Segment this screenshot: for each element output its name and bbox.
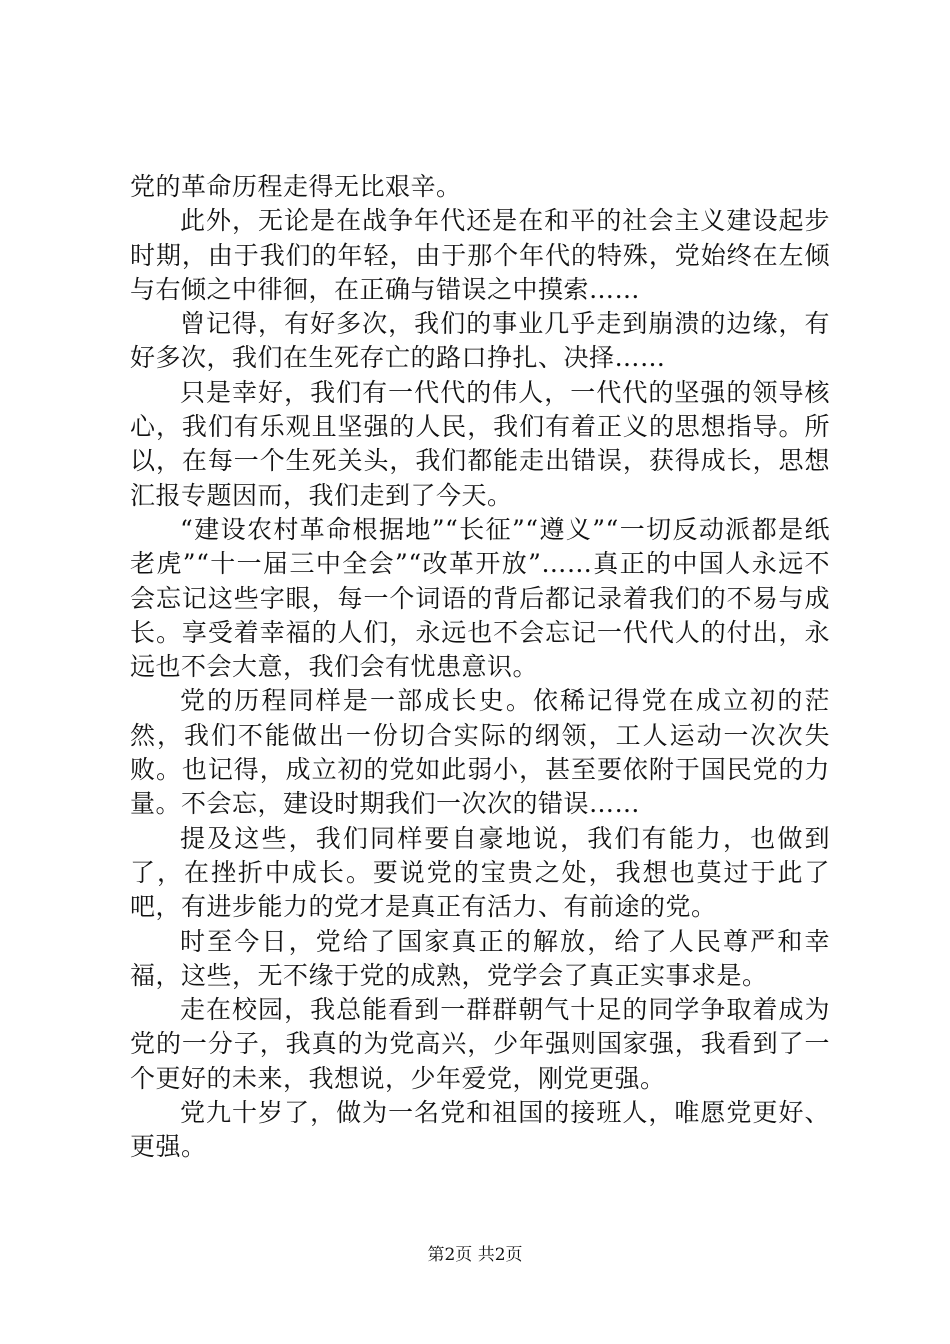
body-text <box>130 170 830 1165</box>
paragraph-4: 只是幸好，我们有一代代的伟人，一代代的坚强的领导核心，我们有乐观且坚强的人民，我们有着正义的思想指导。所以，在每一个生死关头，我们都能走出错误，获得成长，思想汇报专题因而，我们走到了今天。 <box>130 377 830 510</box>
paragraph-3: 曾记得，有好多次，我们的事业几乎走到崩溃的边缘，有好多次，我们在生死存亡的路口挣扎、决择…… <box>130 309 830 373</box>
paragraph-7: 提及这些，我们同样要自豪地说，我们有能力，也做到了，在挫折中成长。要说党的宝贵之处，我想也莫过于此了吧，有进步能力的党才是真正有活力、有前途的党。 <box>130 823 830 922</box>
paragraph-5: “建设农村革命根据地”“长征”“遵义”“一切反动派都是纸老虎”“十一届三中全会”“改革开放”……真正的中国人永远不会忘记这些字眼，每一个词语的背后都记录着我们的不易与成长。享受着幸福的人们，永远也不会忘记一代代人的付出，永远也不会大意，我们会有忧患意识。 <box>130 514 830 682</box>
paragraph-10: 党九十岁了，做为一名党和祖国的接班人，唯愿党更好、更强。 <box>130 1098 830 1162</box>
paragraph-1: 党的革命历程走得无比艰辛。 <box>130 172 462 201</box>
paragraph-8: 时至今日，党给了国家真正的解放，给了人民尊严和幸福，这些，无不缘于党的成熟，党学会了真正实事求是。 <box>130 926 830 990</box>
page-footer: 第2页 共2页 <box>427 1245 523 1265</box>
paragraph-9: 走在校园，我总能看到一群群朝气十足的同学争取着成为党的一分子，我真的为党高兴，少年强则国家强，我看到了一个更好的未来，我想说，少年爱党，刚党更强。 <box>130 995 830 1093</box>
paragraph-6: 党的历程同样是一部成长史。依稀记得党在成立初的茫然，我们不能做出一份切合实际的纲领，工人运动一次次失败。也记得，成立初的党如此弱小，甚至要依附于国民党的力量。不会忘，建设时期我们一次次的错误…… <box>130 686 830 819</box>
paragraph-2: 此外，无论是在战争年代还是在和平的社会主义建设起步时期，由于我们的年轻，由于那个年代的特殊，党始终在左倾与右倾之中徘徊，在正确与错误之中摸索…… <box>130 206 830 304</box>
